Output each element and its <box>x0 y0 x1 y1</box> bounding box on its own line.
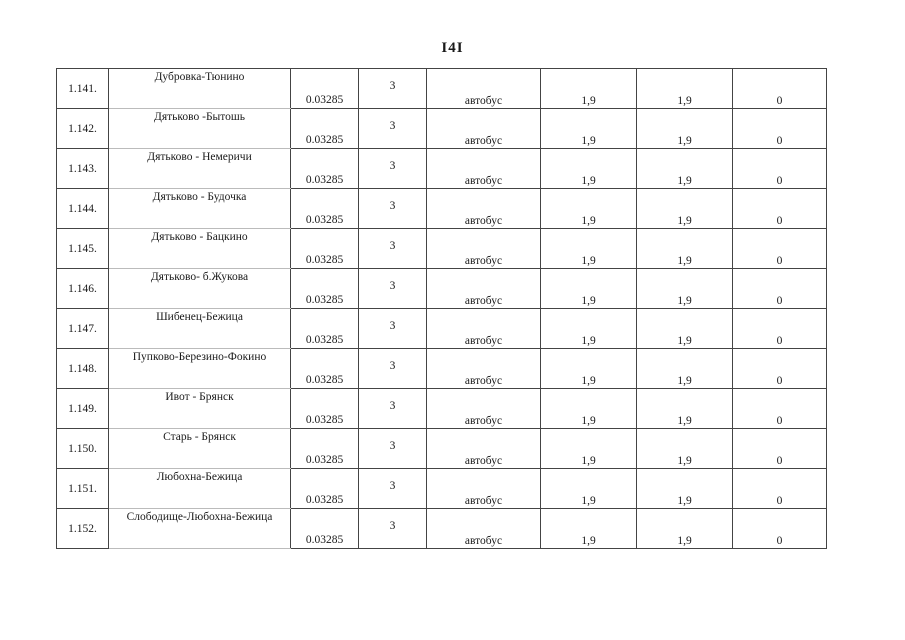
route-value: 0.03285 <box>291 269 359 309</box>
route-count: 3 <box>359 509 427 549</box>
route-col2: 1,9 <box>637 389 733 429</box>
route-count: 3 <box>359 429 427 469</box>
route-col1: 1,9 <box>541 149 637 189</box>
route-col1: 1,9 <box>541 309 637 349</box>
route-name: Любохна-Бежица <box>109 469 291 509</box>
route-col1: 1,9 <box>541 469 637 509</box>
route-col2: 1,9 <box>637 269 733 309</box>
table-row <box>57 269 827 309</box>
route-name: Пупково-Березино-Фокино <box>109 349 291 389</box>
route-value: 0.03285 <box>291 469 359 509</box>
route-col3: 0 <box>733 109 827 149</box>
route-col1: 1,9 <box>541 69 637 109</box>
route-count: 3 <box>359 309 427 349</box>
route-col2: 1,9 <box>637 469 733 509</box>
route-col1: 1,9 <box>541 269 637 309</box>
route-count: 3 <box>359 229 427 269</box>
route-col3: 0 <box>733 69 827 109</box>
row-number: 1.145. <box>57 229 109 269</box>
row-number: 1.151. <box>57 469 109 509</box>
route-col2: 1,9 <box>637 429 733 469</box>
route-count: 3 <box>359 69 427 109</box>
route-value: 0.03285 <box>291 309 359 349</box>
vehicle-type: автобус <box>427 389 541 429</box>
vehicle-type: автобус <box>427 269 541 309</box>
row-number: 1.146. <box>57 269 109 309</box>
route-col1: 1,9 <box>541 389 637 429</box>
row-number: 1.147. <box>57 309 109 349</box>
row-number: 1.152. <box>57 509 109 549</box>
route-col3: 0 <box>733 149 827 189</box>
vehicle-type: автобус <box>427 189 541 229</box>
vehicle-type: автобус <box>427 109 541 149</box>
route-col3: 0 <box>733 189 827 229</box>
table-row <box>57 429 827 469</box>
row-number: 1.149. <box>57 389 109 429</box>
route-name: Дятьково - Бацкино <box>109 229 291 269</box>
route-col1: 1,9 <box>541 189 637 229</box>
route-col3: 0 <box>733 269 827 309</box>
vehicle-type: автобус <box>427 69 541 109</box>
row-number: 1.150. <box>57 429 109 469</box>
route-col2: 1,9 <box>637 189 733 229</box>
route-col1: 1,9 <box>541 349 637 389</box>
table-row <box>57 349 827 389</box>
route-value: 0.03285 <box>291 229 359 269</box>
route-name: Слободище-Любохна-Бежица <box>109 509 291 549</box>
route-col3: 0 <box>733 349 827 389</box>
route-col1: 1,9 <box>541 229 637 269</box>
row-number: 1.143. <box>57 149 109 189</box>
route-col1: 1,9 <box>541 509 637 549</box>
route-count: 3 <box>359 109 427 149</box>
route-col1: 1,9 <box>541 109 637 149</box>
route-col3: 0 <box>733 309 827 349</box>
route-name: Ивот - Брянск <box>109 389 291 429</box>
route-col2: 1,9 <box>637 149 733 189</box>
vehicle-type: автобус <box>427 429 541 469</box>
route-value: 0.03285 <box>291 429 359 469</box>
vehicle-type: автобус <box>427 509 541 549</box>
table-row <box>57 309 827 349</box>
table-row <box>57 69 827 109</box>
vehicle-type: автобус <box>427 309 541 349</box>
route-count: 3 <box>359 389 427 429</box>
row-number: 1.142. <box>57 109 109 149</box>
route-col2: 1,9 <box>637 509 733 549</box>
route-value: 0.03285 <box>291 149 359 189</box>
routes-table-body <box>57 69 827 549</box>
routes-table <box>56 68 827 549</box>
route-name: Дятьково - Немеричи <box>109 149 291 189</box>
table-row <box>57 149 827 189</box>
row-number: 1.148. <box>57 349 109 389</box>
route-value: 0.03285 <box>291 109 359 149</box>
route-value: 0.03285 <box>291 389 359 429</box>
route-col2: 1,9 <box>637 229 733 269</box>
row-number: 1.144. <box>57 189 109 229</box>
route-name: Дятьково- б.Жукова <box>109 269 291 309</box>
route-name: Шибенец-Бежица <box>109 309 291 349</box>
vehicle-type: автобус <box>427 229 541 269</box>
route-count: 3 <box>359 189 427 229</box>
route-col2: 1,9 <box>637 69 733 109</box>
route-name: Дятьково -Бытошь <box>109 109 291 149</box>
route-name: Дятьково - Будочка <box>109 189 291 229</box>
vehicle-type: автобус <box>427 149 541 189</box>
row-number: 1.141. <box>57 69 109 109</box>
route-value: 0.03285 <box>291 69 359 109</box>
table-row <box>57 229 827 269</box>
route-col1: 1,9 <box>541 429 637 469</box>
table-row <box>57 469 827 509</box>
table-row <box>57 389 827 429</box>
table-row <box>57 509 827 549</box>
route-col3: 0 <box>733 389 827 429</box>
route-col3: 0 <box>733 469 827 509</box>
route-count: 3 <box>359 269 427 309</box>
route-name: Старь - Брянск <box>109 429 291 469</box>
page-number: I4I <box>441 40 464 56</box>
route-col3: 0 <box>733 429 827 469</box>
table-row <box>57 189 827 229</box>
route-col3: 0 <box>733 509 827 549</box>
route-col2: 1,9 <box>637 349 733 389</box>
route-value: 0.03285 <box>291 189 359 229</box>
route-col3: 0 <box>733 229 827 269</box>
route-col2: 1,9 <box>637 309 733 349</box>
route-value: 0.03285 <box>291 349 359 389</box>
vehicle-type: автобус <box>427 469 541 509</box>
route-col2: 1,9 <box>637 109 733 149</box>
vehicle-type: автобус <box>427 349 541 389</box>
table-row <box>57 109 827 149</box>
route-name: Дубровка-Тюнино <box>109 69 291 109</box>
route-count: 3 <box>359 349 427 389</box>
route-count: 3 <box>359 149 427 189</box>
route-count: 3 <box>359 469 427 509</box>
route-value: 0.03285 <box>291 509 359 549</box>
